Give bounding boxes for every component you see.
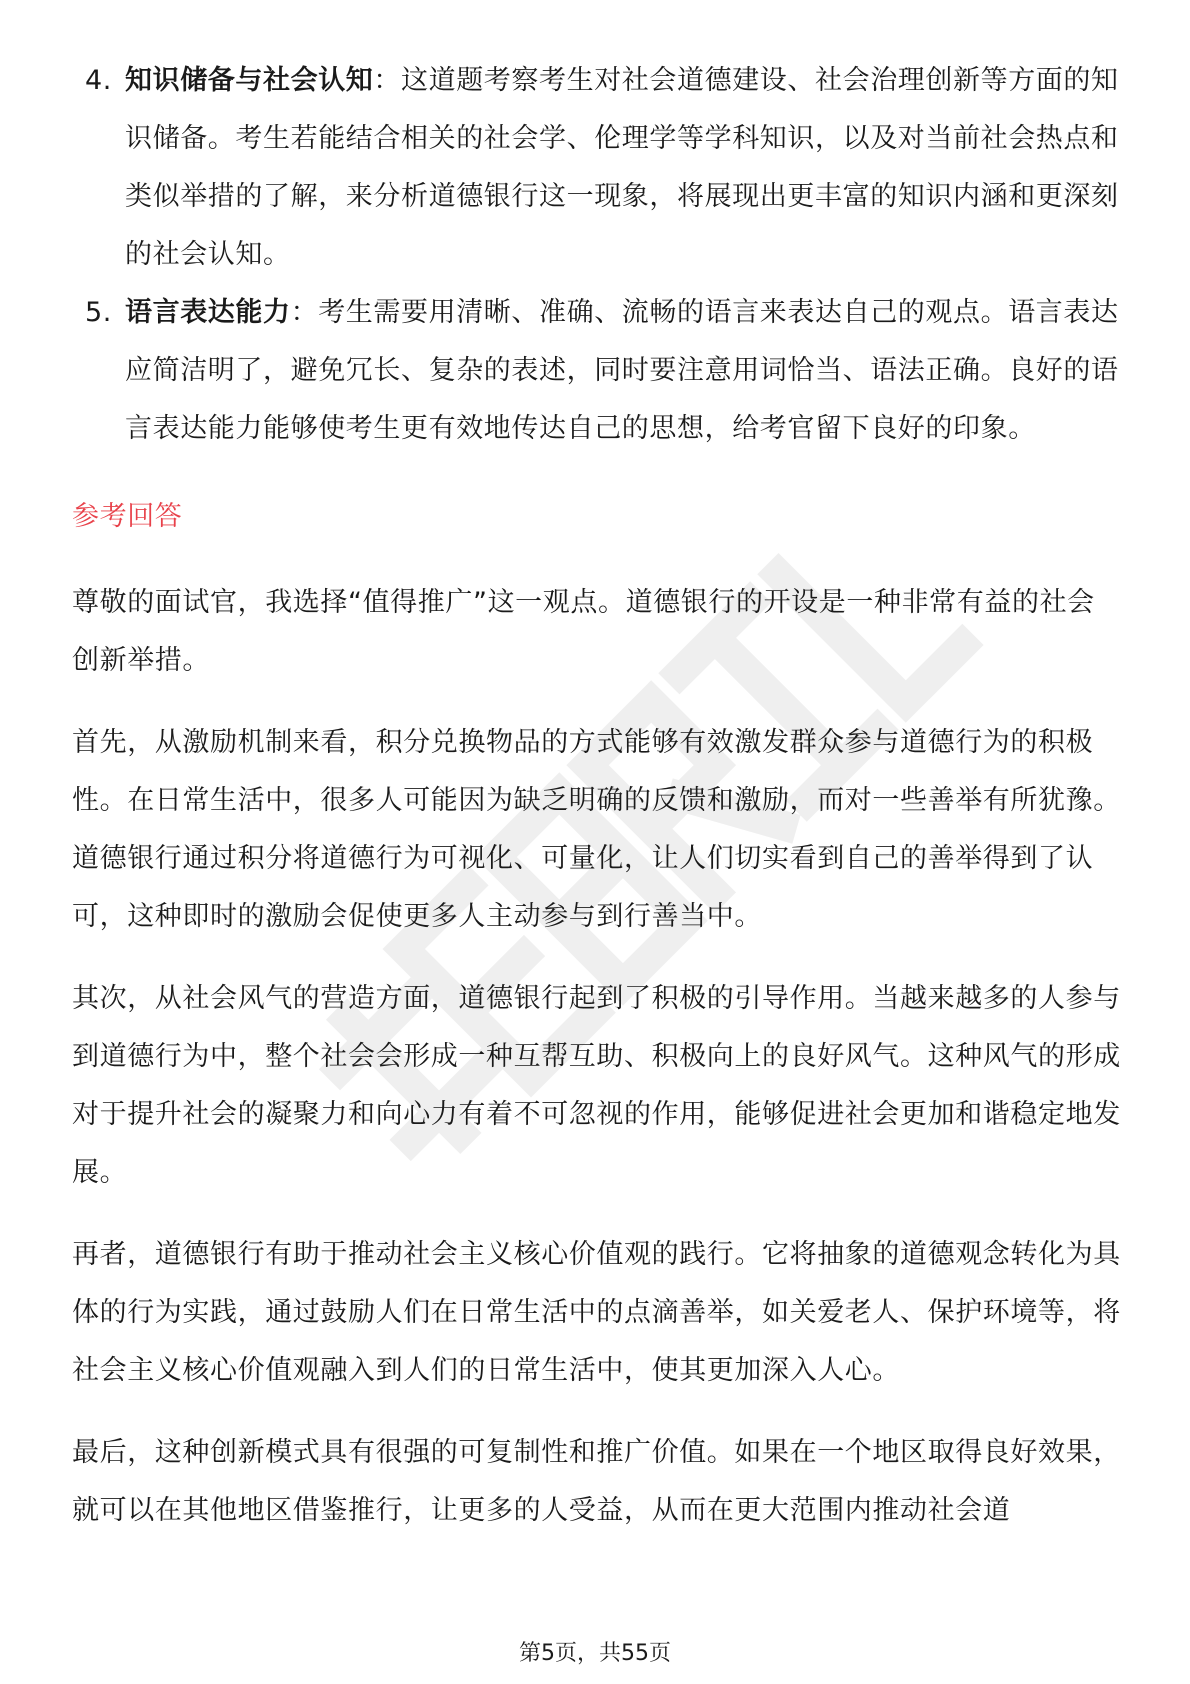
answer-paragraph-last: 最后，这种创新模式具有很强的可复制性和推广价值。如果在一个地区取得良好效果，就可以在其他地区借鉴推行，让更多的人受益，从而在更大范围内推动社会道 bbox=[72, 1437, 1121, 1526]
answer-paragraph-first: 首先，从激励机制来看，积分兑换物品的方式能够有效激发群众参与道德行为的积极性。在日常生活中，很多人可能因为缺乏明确的反馈和激励，而对一些善举有所犹豫。道德银行通过积分将道德行为可视化、可量化，让人们切实看到自己的善举得到了认可，这种即时的激励会促使更多人主动参与到行善当中。 bbox=[72, 727, 1121, 932]
answer-paragraph-second: 其次，从社会风气的营造方面，道德银行起到了积极的引导作用。当越来越多的人参与到道德行为中，整个社会会形成一种互帮互助、积极向上的良好风气。这种风气的形成对于提升社会的凝聚力和向心力有着不可忽视的作用，能够促进社会更加和谐稳定地发展。 bbox=[72, 983, 1121, 1188]
main-content bbox=[72, 52, 1122, 1540]
list-item-language bbox=[72, 284, 1122, 458]
section-heading-reference-answer: 参考回答 bbox=[72, 501, 183, 532]
list-number: 5. bbox=[85, 297, 112, 328]
page-footer: 第5页，共55页 bbox=[519, 1641, 671, 1666]
list-item-title: 知识储备与社会认知 bbox=[125, 65, 374, 96]
list-item-title: 语言表达能力 bbox=[125, 297, 291, 328]
list-item-body: ：这道题考察考生对社会道德建设、社会治理创新等方面的知识储备。考生若能结合相关的社会学、伦理学等学科知识，以及对当前社会热点和类似举措的了解，来分析道德银行这一现象，将展现出更丰富的知识内涵和更深刻的社会认知。 bbox=[125, 65, 1119, 270]
answer-paragraph-third: 再者，道德银行有助于推动社会主义核心价值观的践行。它将抽象的道德观念转化为具体的行为实践，通过鼓励人们在日常生活中的点滴善举，如关爱老人、保护环境等，将社会主义核心价值观融入到人们的日常生活中，使其更加深入人心。 bbox=[72, 1239, 1121, 1386]
answer-paragraph-intro: 尊敬的面试官，我选择“值得推广”这一观点。道德银行的开设是一种非常有益的社会创新举措。 bbox=[72, 587, 1095, 676]
list-item-body: ：考生需要用清晰、准确、流畅的语言来表达自己的观点。语言表达应简洁明了，避免冗长、复杂的表述，同时要注意用词恰当、语法正确。良好的语言表达能力能够使考生更有效地传达自己的思想，给考官留下良好的印象。 bbox=[125, 297, 1119, 444]
list-item-knowledge bbox=[72, 52, 1122, 284]
list-number: 4. bbox=[85, 65, 112, 96]
